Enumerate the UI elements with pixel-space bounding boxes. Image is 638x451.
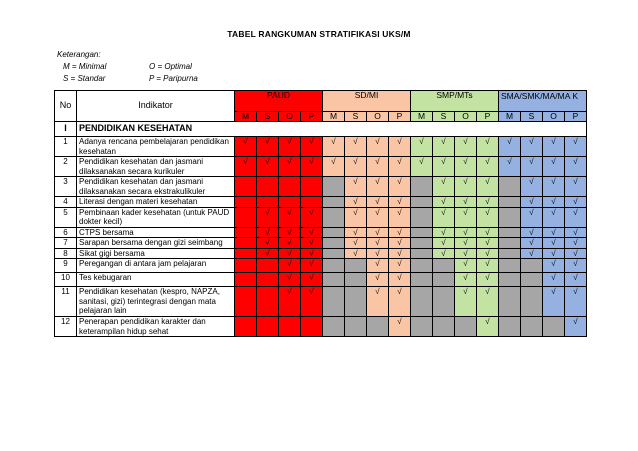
check-mark: √ bbox=[433, 248, 455, 259]
empty-cell bbox=[279, 197, 301, 208]
check-mark: √ bbox=[389, 317, 411, 337]
empty-cell bbox=[235, 248, 257, 259]
check-mark: √ bbox=[389, 287, 411, 317]
check-mark: √ bbox=[279, 273, 301, 287]
level-sma-smk-p: P bbox=[565, 112, 587, 122]
check-mark: √ bbox=[257, 137, 279, 157]
check-mark: √ bbox=[301, 207, 323, 227]
row-indikator: Sikat gigi bersama bbox=[77, 248, 235, 259]
row-indikator: Sarapan bersama dengan gizi seimbang bbox=[77, 238, 235, 249]
empty-cell bbox=[257, 259, 279, 273]
legend-minimal: M = Minimal bbox=[63, 62, 107, 71]
check-mark: √ bbox=[257, 157, 279, 177]
check-mark: √ bbox=[543, 273, 565, 287]
table-row bbox=[55, 248, 587, 259]
not-applicable-cell bbox=[345, 259, 367, 273]
check-mark: √ bbox=[389, 197, 411, 208]
level-sd-mi-p: P bbox=[389, 112, 411, 122]
check-mark: √ bbox=[323, 157, 345, 177]
not-applicable-cell bbox=[499, 207, 521, 227]
level-smp-mts-m: M bbox=[411, 112, 433, 122]
row-indikator: Pendidikan kesehatan (kespro, NAPZA, sanitasi, gizi) terintegrasi dengan mata pelajaran lain bbox=[77, 287, 235, 317]
check-mark: √ bbox=[455, 197, 477, 208]
empty-cell bbox=[235, 227, 257, 238]
not-applicable-cell bbox=[411, 259, 433, 273]
table-row bbox=[55, 197, 587, 208]
check-mark: √ bbox=[521, 248, 543, 259]
level-sma-smk-o: O bbox=[543, 112, 565, 122]
not-applicable-cell bbox=[323, 259, 345, 273]
not-applicable-cell bbox=[455, 317, 477, 337]
check-mark: √ bbox=[455, 137, 477, 157]
check-mark: √ bbox=[279, 207, 301, 227]
not-applicable-cell bbox=[323, 177, 345, 197]
table-row bbox=[55, 207, 587, 227]
check-mark: √ bbox=[433, 177, 455, 197]
check-mark: √ bbox=[521, 238, 543, 249]
level-paud-s: S bbox=[257, 112, 279, 122]
not-applicable-cell bbox=[411, 197, 433, 208]
check-mark: √ bbox=[345, 238, 367, 249]
check-mark: √ bbox=[367, 248, 389, 259]
check-mark: √ bbox=[345, 177, 367, 197]
level-smp-mts-s: S bbox=[433, 112, 455, 122]
check-mark: √ bbox=[455, 238, 477, 249]
row-number: 6 bbox=[55, 227, 77, 238]
not-applicable-cell bbox=[323, 207, 345, 227]
check-mark: √ bbox=[367, 259, 389, 273]
check-mark: √ bbox=[235, 137, 257, 157]
check-mark: √ bbox=[499, 157, 521, 177]
check-mark: √ bbox=[565, 248, 587, 259]
not-applicable-cell bbox=[433, 287, 455, 317]
row-indikator: Pembinaan kader kesehatan (untuk PAUD dokter kecil) bbox=[77, 207, 235, 227]
check-mark: √ bbox=[543, 287, 565, 317]
check-mark: √ bbox=[279, 157, 301, 177]
check-mark: √ bbox=[455, 157, 477, 177]
not-applicable-cell bbox=[411, 207, 433, 227]
check-mark: √ bbox=[543, 227, 565, 238]
check-mark: √ bbox=[565, 157, 587, 177]
empty-cell bbox=[301, 177, 323, 197]
level-smp-mts-o: O bbox=[455, 112, 477, 122]
not-applicable-cell bbox=[499, 259, 521, 273]
table-row bbox=[55, 287, 587, 317]
section-number: I bbox=[55, 122, 77, 137]
table-row bbox=[55, 157, 587, 177]
check-mark: √ bbox=[367, 273, 389, 287]
empty-cell bbox=[257, 177, 279, 197]
check-mark: √ bbox=[345, 197, 367, 208]
not-applicable-cell bbox=[411, 317, 433, 337]
header-smp-mts: SMP/MTs bbox=[411, 91, 499, 112]
check-mark: √ bbox=[367, 197, 389, 208]
check-mark: √ bbox=[543, 137, 565, 157]
empty-cell bbox=[257, 273, 279, 287]
check-mark: √ bbox=[389, 177, 411, 197]
check-mark: √ bbox=[345, 157, 367, 177]
check-mark: √ bbox=[565, 227, 587, 238]
check-mark: √ bbox=[301, 238, 323, 249]
check-mark: √ bbox=[543, 197, 565, 208]
check-mark: √ bbox=[565, 259, 587, 273]
not-applicable-cell bbox=[345, 287, 367, 317]
check-mark: √ bbox=[565, 137, 587, 157]
not-applicable-cell bbox=[411, 238, 433, 249]
check-mark: √ bbox=[389, 238, 411, 249]
check-mark: √ bbox=[521, 197, 543, 208]
row-indikator: Adanya rencana pembelajaran pendidikan kesehatan bbox=[77, 137, 235, 157]
table-row bbox=[55, 227, 587, 238]
check-mark: √ bbox=[389, 157, 411, 177]
empty-cell bbox=[235, 287, 257, 317]
level-sd-mi-o: O bbox=[367, 112, 389, 122]
not-applicable-cell bbox=[323, 317, 345, 337]
check-mark: √ bbox=[543, 259, 565, 273]
header-sma-smk: SMA/SMK/MA/MA K bbox=[499, 91, 587, 112]
check-mark: √ bbox=[433, 207, 455, 227]
not-applicable-cell bbox=[521, 259, 543, 273]
check-mark: √ bbox=[477, 157, 499, 177]
check-mark: √ bbox=[345, 248, 367, 259]
header-sd-mi: SD/MI bbox=[323, 91, 411, 112]
check-mark: √ bbox=[301, 287, 323, 317]
row-number: 2 bbox=[55, 157, 77, 177]
row-number: 7 bbox=[55, 238, 77, 249]
empty-cell bbox=[257, 317, 279, 337]
level-sd-mi-s: S bbox=[345, 112, 367, 122]
not-applicable-cell bbox=[411, 273, 433, 287]
not-applicable-cell bbox=[499, 197, 521, 208]
check-mark: √ bbox=[477, 317, 499, 337]
check-mark: √ bbox=[477, 177, 499, 197]
check-mark: √ bbox=[433, 197, 455, 208]
row-number: 4 bbox=[55, 197, 77, 208]
check-mark: √ bbox=[389, 227, 411, 238]
not-applicable-cell bbox=[323, 287, 345, 317]
empty-cell bbox=[257, 287, 279, 317]
not-applicable-cell bbox=[345, 273, 367, 287]
check-mark: √ bbox=[455, 227, 477, 238]
not-applicable-cell bbox=[411, 287, 433, 317]
row-indikator: Tes kebugaran bbox=[77, 273, 235, 287]
row-indikator: Penerapan pendidikan karakter dan keterampilan hidup sehat bbox=[77, 317, 235, 337]
row-indikator: Literasi dengan materi kesehatan bbox=[77, 197, 235, 208]
row-number: 1 bbox=[55, 137, 77, 157]
row-number: 8 bbox=[55, 248, 77, 259]
not-applicable-cell bbox=[499, 273, 521, 287]
check-mark: √ bbox=[279, 137, 301, 157]
table-row bbox=[55, 317, 587, 337]
check-mark: √ bbox=[477, 207, 499, 227]
level-sma-smk-s: S bbox=[521, 112, 543, 122]
check-mark: √ bbox=[565, 287, 587, 317]
not-applicable-cell bbox=[499, 238, 521, 249]
check-mark: √ bbox=[433, 238, 455, 249]
check-mark: √ bbox=[411, 137, 433, 157]
check-mark: √ bbox=[477, 287, 499, 317]
level-smp-mts-p: P bbox=[477, 112, 499, 122]
check-mark: √ bbox=[543, 177, 565, 197]
not-applicable-cell bbox=[323, 227, 345, 238]
check-mark: √ bbox=[521, 227, 543, 238]
legend-paripurna: P = Paripurna bbox=[149, 74, 198, 83]
check-mark: √ bbox=[455, 177, 477, 197]
level-paud-p: P bbox=[301, 112, 323, 122]
check-mark: √ bbox=[279, 248, 301, 259]
check-mark: √ bbox=[455, 287, 477, 317]
not-applicable-cell bbox=[433, 317, 455, 337]
check-mark: √ bbox=[279, 227, 301, 238]
check-mark: √ bbox=[455, 248, 477, 259]
check-mark: √ bbox=[257, 248, 279, 259]
row-number: 5 bbox=[55, 207, 77, 227]
header-indikator: Indikator bbox=[77, 91, 235, 122]
check-mark: √ bbox=[367, 177, 389, 197]
table-row bbox=[55, 177, 587, 197]
check-mark: √ bbox=[301, 137, 323, 157]
check-mark: √ bbox=[433, 157, 455, 177]
check-mark: √ bbox=[565, 197, 587, 208]
check-mark: √ bbox=[389, 273, 411, 287]
check-mark: √ bbox=[565, 273, 587, 287]
check-mark: √ bbox=[257, 227, 279, 238]
check-mark: √ bbox=[499, 137, 521, 157]
empty-cell bbox=[235, 317, 257, 337]
check-mark: √ bbox=[521, 137, 543, 157]
row-number: 9 bbox=[55, 259, 77, 273]
check-mark: √ bbox=[455, 259, 477, 273]
check-mark: √ bbox=[367, 157, 389, 177]
check-mark: √ bbox=[323, 137, 345, 157]
not-applicable-cell bbox=[411, 177, 433, 197]
check-mark: √ bbox=[257, 207, 279, 227]
not-applicable-cell bbox=[499, 287, 521, 317]
header-paud: PAUD bbox=[235, 91, 323, 112]
level-sma-smk-m: M bbox=[499, 112, 521, 122]
check-mark: √ bbox=[279, 238, 301, 249]
check-mark: √ bbox=[345, 137, 367, 157]
not-applicable-cell bbox=[433, 259, 455, 273]
row-indikator: CTPS bersama bbox=[77, 227, 235, 238]
not-applicable-cell bbox=[499, 227, 521, 238]
not-applicable-cell bbox=[323, 248, 345, 259]
check-mark: √ bbox=[477, 273, 499, 287]
table-row bbox=[55, 259, 587, 273]
not-applicable-cell bbox=[499, 248, 521, 259]
table-row bbox=[55, 238, 587, 249]
legend-standar: S = Standar bbox=[63, 74, 106, 83]
check-mark: √ bbox=[521, 177, 543, 197]
row-indikator: Pendidikan kesehatan dan jasmani dilaksanakan secara kurikuler bbox=[77, 157, 235, 177]
level-paud-m: M bbox=[235, 112, 257, 122]
check-mark: √ bbox=[389, 259, 411, 273]
check-mark: √ bbox=[477, 259, 499, 273]
check-mark: √ bbox=[235, 157, 257, 177]
level-sd-mi-m: M bbox=[323, 112, 345, 122]
check-mark: √ bbox=[543, 157, 565, 177]
empty-cell bbox=[235, 197, 257, 208]
check-mark: √ bbox=[433, 227, 455, 238]
check-mark: √ bbox=[279, 259, 301, 273]
not-applicable-cell bbox=[323, 197, 345, 208]
check-mark: √ bbox=[389, 207, 411, 227]
check-mark: √ bbox=[367, 137, 389, 157]
check-mark: √ bbox=[477, 238, 499, 249]
empty-cell bbox=[279, 177, 301, 197]
check-mark: √ bbox=[477, 197, 499, 208]
check-mark: √ bbox=[521, 157, 543, 177]
not-applicable-cell bbox=[367, 317, 389, 337]
stratifikasi-table bbox=[54, 90, 587, 337]
not-applicable-cell bbox=[411, 248, 433, 259]
check-mark: √ bbox=[477, 248, 499, 259]
not-applicable-cell bbox=[323, 238, 345, 249]
empty-cell bbox=[301, 317, 323, 337]
check-mark: √ bbox=[367, 287, 389, 317]
empty-cell bbox=[235, 273, 257, 287]
check-mark: √ bbox=[565, 177, 587, 197]
check-mark: √ bbox=[477, 227, 499, 238]
check-mark: √ bbox=[301, 248, 323, 259]
header-no: No bbox=[55, 91, 77, 122]
check-mark: √ bbox=[521, 207, 543, 227]
check-mark: √ bbox=[411, 157, 433, 177]
not-applicable-cell bbox=[521, 273, 543, 287]
row-indikator: Pendidikan kesehatan dan jasmani dilaksanakan secara ekstrakulikuler bbox=[77, 177, 235, 197]
check-mark: √ bbox=[543, 207, 565, 227]
level-paud-o: O bbox=[279, 112, 301, 122]
table-row bbox=[55, 137, 587, 157]
check-mark: √ bbox=[543, 248, 565, 259]
row-number: 10 bbox=[55, 273, 77, 287]
check-mark: √ bbox=[345, 227, 367, 238]
empty-cell bbox=[235, 207, 257, 227]
check-mark: √ bbox=[565, 207, 587, 227]
empty-cell bbox=[235, 238, 257, 249]
check-mark: √ bbox=[565, 238, 587, 249]
check-mark: √ bbox=[279, 287, 301, 317]
table-row bbox=[55, 273, 587, 287]
not-applicable-cell bbox=[433, 273, 455, 287]
check-mark: √ bbox=[543, 238, 565, 249]
not-applicable-cell bbox=[323, 273, 345, 287]
not-applicable-cell bbox=[521, 317, 543, 337]
check-mark: √ bbox=[455, 273, 477, 287]
row-number: 11 bbox=[55, 287, 77, 317]
not-applicable-cell bbox=[499, 317, 521, 337]
check-mark: √ bbox=[389, 137, 411, 157]
check-mark: √ bbox=[367, 207, 389, 227]
legend-optimal: O = Optimal bbox=[149, 62, 192, 71]
section-title: PENDIDIKAN KESEHATAN bbox=[77, 122, 587, 137]
not-applicable-cell bbox=[543, 317, 565, 337]
row-number: 12 bbox=[55, 317, 77, 337]
not-applicable-cell bbox=[499, 177, 521, 197]
check-mark: √ bbox=[367, 227, 389, 238]
check-mark: √ bbox=[389, 248, 411, 259]
check-mark: √ bbox=[433, 137, 455, 157]
not-applicable-cell bbox=[521, 287, 543, 317]
check-mark: √ bbox=[477, 137, 499, 157]
check-mark: √ bbox=[301, 227, 323, 238]
check-mark: √ bbox=[565, 317, 587, 337]
empty-cell bbox=[301, 197, 323, 208]
check-mark: √ bbox=[301, 157, 323, 177]
check-mark: √ bbox=[455, 207, 477, 227]
check-mark: √ bbox=[367, 238, 389, 249]
check-mark: √ bbox=[345, 207, 367, 227]
check-mark: √ bbox=[301, 273, 323, 287]
empty-cell bbox=[257, 197, 279, 208]
empty-cell bbox=[235, 259, 257, 273]
check-mark: √ bbox=[301, 259, 323, 273]
not-applicable-cell bbox=[411, 227, 433, 238]
page-title: TABEL RANGKUMAN STRATIFIKASI UKS/M bbox=[227, 29, 411, 39]
not-applicable-cell bbox=[345, 317, 367, 337]
check-mark: √ bbox=[257, 238, 279, 249]
row-indikator: Peregangan di antara jam pelajaran bbox=[77, 259, 235, 273]
empty-cell bbox=[279, 317, 301, 337]
row-number: 3 bbox=[55, 177, 77, 197]
empty-cell bbox=[235, 177, 257, 197]
legend-heading: Keterangan: bbox=[57, 50, 101, 59]
